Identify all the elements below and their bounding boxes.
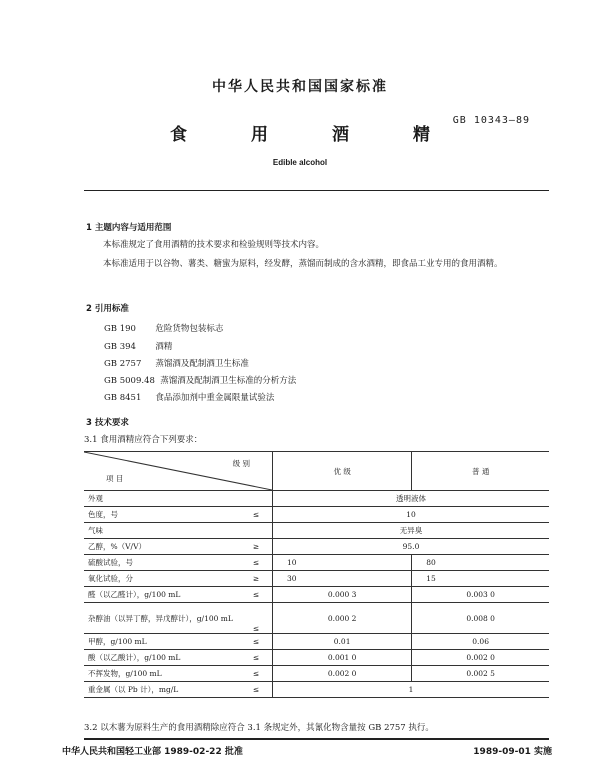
table-row: 色度，号 ≤ 10 bbox=[84, 507, 549, 523]
table-header-corner bbox=[84, 452, 273, 491]
reference-item: GB 8451 食品添加剂中重金属限量试验法 bbox=[104, 393, 275, 403]
reference-item: GB 2757 蒸馏酒及配制酒卫生标准 bbox=[104, 359, 249, 369]
section-1-para-1: 本标准规定了食用酒精的技术要求和检验规则等技术内容。 bbox=[103, 240, 325, 250]
approval-line: 中华人民共和国轻工业部 1989-02-22 批准 bbox=[62, 747, 243, 757]
table-row: 醛（以乙醛计），g/100 mL ≤ 0.000 3 0.003 0 bbox=[84, 587, 549, 603]
table-row: 杂醇油（以异丁醇，异戊醇计），g/100 mL ≤ 0.000 2 0.008 0 bbox=[84, 603, 549, 634]
footer-divider bbox=[84, 738, 549, 740]
table-row: 甲醇，g/100 mL ≤ 0.01 0.06 bbox=[84, 634, 549, 650]
header-premium: 优 级 bbox=[273, 452, 412, 491]
title-char: 食 bbox=[170, 125, 187, 145]
table-row: 气味 无异臭 bbox=[84, 523, 549, 539]
title-char: 精 bbox=[413, 125, 430, 145]
reference-item: GB 5009.48 蒸馏酒及配制酒卫生标准的分析方法 bbox=[104, 376, 297, 386]
table-row: 外观 透明液体 bbox=[84, 491, 549, 507]
standard-code: GB 10343—89 bbox=[452, 115, 530, 126]
table-row: 重金属（以 Pb 计），mg/L ≤ 1 bbox=[84, 682, 549, 698]
table-row: 不挥发物，g/100 mL ≤ 0.002 0 0.002 5 bbox=[84, 666, 549, 682]
table-row: 氧化试验，分 ≥ 30 15 bbox=[84, 571, 549, 587]
title-char: 酒 bbox=[332, 125, 349, 145]
reference-item: GB 394 酒精 bbox=[104, 342, 173, 352]
section-1-para-2: 本标准适用于以谷物、薯类、糖蜜为原料，经发酵，蒸馏而制成的含水酒精，即食品工业专用的食用酒精。 bbox=[103, 259, 503, 269]
section-1-heading: 1 主题内容与适用范围 bbox=[86, 223, 172, 233]
table-row: 乙醇，%（V/V） ≥ 95.0 bbox=[84, 539, 549, 555]
english-subtitle: Edible alcohol bbox=[272, 158, 328, 167]
header-divider bbox=[84, 190, 549, 191]
table-row: 硫酸试验，号 ≤ 10 80 bbox=[84, 555, 549, 571]
title-char: 用 bbox=[251, 125, 268, 145]
header-item-label: 项 目 bbox=[106, 474, 124, 483]
standard-org-title: 中华人民共和国国家标准 bbox=[212, 79, 388, 95]
clause-3-1: 3.1 食用酒精应符合下列要求： bbox=[84, 435, 203, 445]
reference-item: GB 190 危险货物包装标志 bbox=[104, 324, 224, 334]
requirements-table bbox=[84, 451, 549, 698]
header-grade-label: 级 别 bbox=[232, 459, 250, 468]
table-row: 酸（以乙酸计），g/100 mL ≤ 0.001 0 0.002 0 bbox=[84, 650, 549, 666]
section-3-heading: 3 技术要求 bbox=[86, 418, 129, 428]
document-title bbox=[170, 120, 430, 145]
effective-date: 1989-09-01 实施 bbox=[473, 747, 552, 757]
section-2-heading: 2 引用标准 bbox=[86, 304, 129, 314]
clause-3-2: 3.2 以木薯为原料生产的食用酒精除应符合 3.1 条规定外，其氰化物含量按 GB 2757 执行。 bbox=[84, 723, 434, 733]
header-standard: 普 通 bbox=[412, 452, 549, 491]
